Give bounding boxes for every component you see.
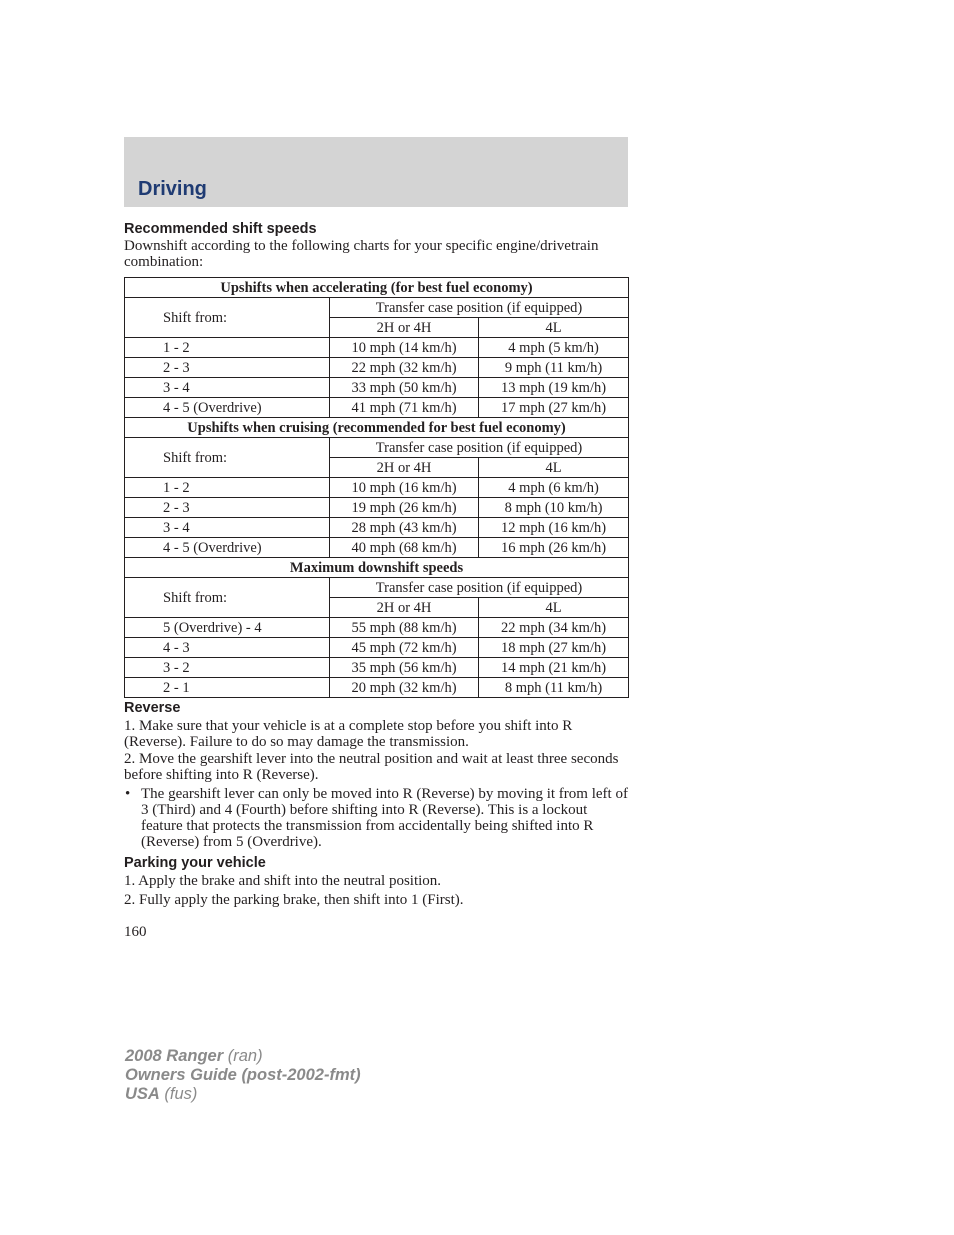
table-section-title: Maximum downshift speeds xyxy=(125,558,629,578)
speed-2h-4h-cell: 45 mph (72 km/h) xyxy=(330,638,479,658)
speed-4l-cell: 18 mph (27 km/h) xyxy=(479,638,629,658)
shift-from-cell: 3 - 4 xyxy=(125,518,330,538)
table-section-title-row xyxy=(125,278,629,298)
speed-4l-cell: 12 mph (16 km/h) xyxy=(479,518,629,538)
table-section-title-row xyxy=(125,418,629,438)
table-row xyxy=(125,398,629,418)
speed-2h-4h-cell: 20 mph (32 km/h) xyxy=(330,678,479,698)
speed-2h-4h-cell: 19 mph (26 km/h) xyxy=(330,498,479,518)
table-section-title: Upshifts when cruising (recommended for best fuel economy) xyxy=(125,418,629,438)
column-header-2h-4h: 2H or 4H xyxy=(330,598,479,618)
shift-from-header: Shift from: xyxy=(125,438,330,478)
heading-reverse: Reverse xyxy=(124,700,181,716)
section-title: Driving xyxy=(138,178,207,200)
table-row xyxy=(125,658,629,678)
reverse-bullet-text: The gearshift lever can only be moved into R (Reverse) by moving it from left of 3 (Third) and 4 (Fourth) before shifting into R (Reverse). This is a lockout feature that protects the transmission from accidentally being shifted into R (Reverse) from 5 (Overdrive). xyxy=(141,786,628,850)
shift-from-cell: 5 (Overdrive) - 4 xyxy=(125,618,330,638)
shift-from-cell: 3 - 4 xyxy=(125,378,330,398)
footer-line-2 xyxy=(125,1066,361,1085)
speed-2h-4h-cell: 35 mph (56 km/h) xyxy=(330,658,479,678)
speed-2h-4h-cell: 40 mph (68 km/h) xyxy=(330,538,479,558)
footer-guide: Owners Guide (post-2002-fmt) xyxy=(125,1066,361,1084)
speed-4l-cell: 8 mph (10 km/h) xyxy=(479,498,629,518)
shift-from-cell: 4 - 5 (Overdrive) xyxy=(125,538,330,558)
table-header-row xyxy=(125,438,629,458)
speed-4l-cell: 16 mph (26 km/h) xyxy=(479,538,629,558)
speed-2h-4h-cell: 10 mph (16 km/h) xyxy=(330,478,479,498)
shift-from-header: Shift from: xyxy=(125,578,330,618)
reverse-step-2: 2. Move the gearshift lever into the neutral position and wait at least three seconds before shifting into R (Reverse). xyxy=(124,751,619,783)
parking-step-1: 1. Apply the brake and shift into the neutral position. xyxy=(124,873,442,889)
table-header-row xyxy=(125,298,629,318)
table-header-row xyxy=(125,578,629,598)
heading-recommended-shift-speeds: Recommended shift speeds xyxy=(124,221,317,237)
speed-2h-4h-cell: 10 mph (14 km/h) xyxy=(330,338,479,358)
table-row xyxy=(125,518,629,538)
page-content xyxy=(124,221,628,941)
reverse-section xyxy=(124,700,628,850)
column-header-4l: 4L xyxy=(479,318,629,338)
speed-4l-cell: 9 mph (11 km/h) xyxy=(479,358,629,378)
table-row xyxy=(125,378,629,398)
footer-region-code: (fus) xyxy=(159,1085,198,1103)
table-row xyxy=(125,358,629,378)
shift-from-cell: 3 - 2 xyxy=(125,658,330,678)
speed-4l-cell: 13 mph (19 km/h) xyxy=(479,378,629,398)
speed-4l-cell: 14 mph (21 km/h) xyxy=(479,658,629,678)
transfer-case-header: Transfer case position (if equipped) xyxy=(330,298,629,318)
table-row xyxy=(125,338,629,358)
transfer-case-header: Transfer case position (if equipped) xyxy=(330,578,629,598)
shift-speeds-table xyxy=(124,277,629,698)
speed-2h-4h-cell: 41 mph (71 km/h) xyxy=(330,398,479,418)
column-header-4l: 4L xyxy=(479,598,629,618)
parking-section xyxy=(124,855,628,908)
table-section-title-row xyxy=(125,558,629,578)
parking-step-2: 2. Fully apply the parking brake, then shift into 1 (First). xyxy=(124,892,464,908)
table-row xyxy=(125,638,629,658)
section-header-band xyxy=(124,137,628,207)
footer-model: 2008 Ranger xyxy=(125,1047,224,1065)
footer-region: USA xyxy=(125,1085,160,1103)
shift-from-cell: 2 - 3 xyxy=(125,358,330,378)
shift-from-header: Shift from: xyxy=(125,298,330,338)
intro-paragraph: Downshift according to the following charts for your specific engine/drivetrain combination: xyxy=(124,238,599,270)
shift-from-cell: 1 - 2 xyxy=(125,478,330,498)
transfer-case-header: Transfer case position (if equipped) xyxy=(330,438,629,458)
speed-4l-cell: 4 mph (5 km/h) xyxy=(479,338,629,358)
shift-from-cell: 4 - 3 xyxy=(125,638,330,658)
speed-4l-cell: 4 mph (6 km/h) xyxy=(479,478,629,498)
shift-from-cell: 1 - 2 xyxy=(125,338,330,358)
speed-4l-cell: 8 mph (11 km/h) xyxy=(479,678,629,698)
footer-model-code: (ran) xyxy=(223,1047,263,1065)
footer-line-1 xyxy=(125,1047,361,1066)
speed-2h-4h-cell: 22 mph (32 km/h) xyxy=(330,358,479,378)
shift-from-cell: 2 - 3 xyxy=(125,498,330,518)
table-row xyxy=(125,678,629,698)
heading-parking: Parking your vehicle xyxy=(124,855,266,871)
speed-4l-cell: 17 mph (27 km/h) xyxy=(479,398,629,418)
speed-2h-4h-cell: 28 mph (43 km/h) xyxy=(330,518,479,538)
speed-4l-cell: 22 mph (34 km/h) xyxy=(479,618,629,638)
bullet-marker: • xyxy=(125,786,131,802)
shift-from-cell: 4 - 5 (Overdrive) xyxy=(125,398,330,418)
table-row xyxy=(125,478,629,498)
shift-speeds-table-body xyxy=(125,278,629,698)
column-header-2h-4h: 2H or 4H xyxy=(330,318,479,338)
reverse-bullet xyxy=(124,786,628,850)
footer-line-3 xyxy=(125,1085,361,1104)
table-row xyxy=(125,618,629,638)
shift-from-cell: 2 - 1 xyxy=(125,678,330,698)
column-header-2h-4h: 2H or 4H xyxy=(330,458,479,478)
reverse-step-1: 1. Make sure that your vehicle is at a complete stop before you shift into R (Reverse). Failure to do so may damage the transmission. xyxy=(124,718,573,750)
table-row xyxy=(125,498,629,518)
column-header-4l: 4L xyxy=(479,458,629,478)
page-number: 160 xyxy=(124,924,147,940)
document-footer xyxy=(125,1047,361,1104)
speed-2h-4h-cell: 55 mph (88 km/h) xyxy=(330,618,479,638)
speed-2h-4h-cell: 33 mph (50 km/h) xyxy=(330,378,479,398)
table-row xyxy=(125,538,629,558)
table-section-title: Upshifts when accelerating (for best fuel economy) xyxy=(125,278,629,298)
